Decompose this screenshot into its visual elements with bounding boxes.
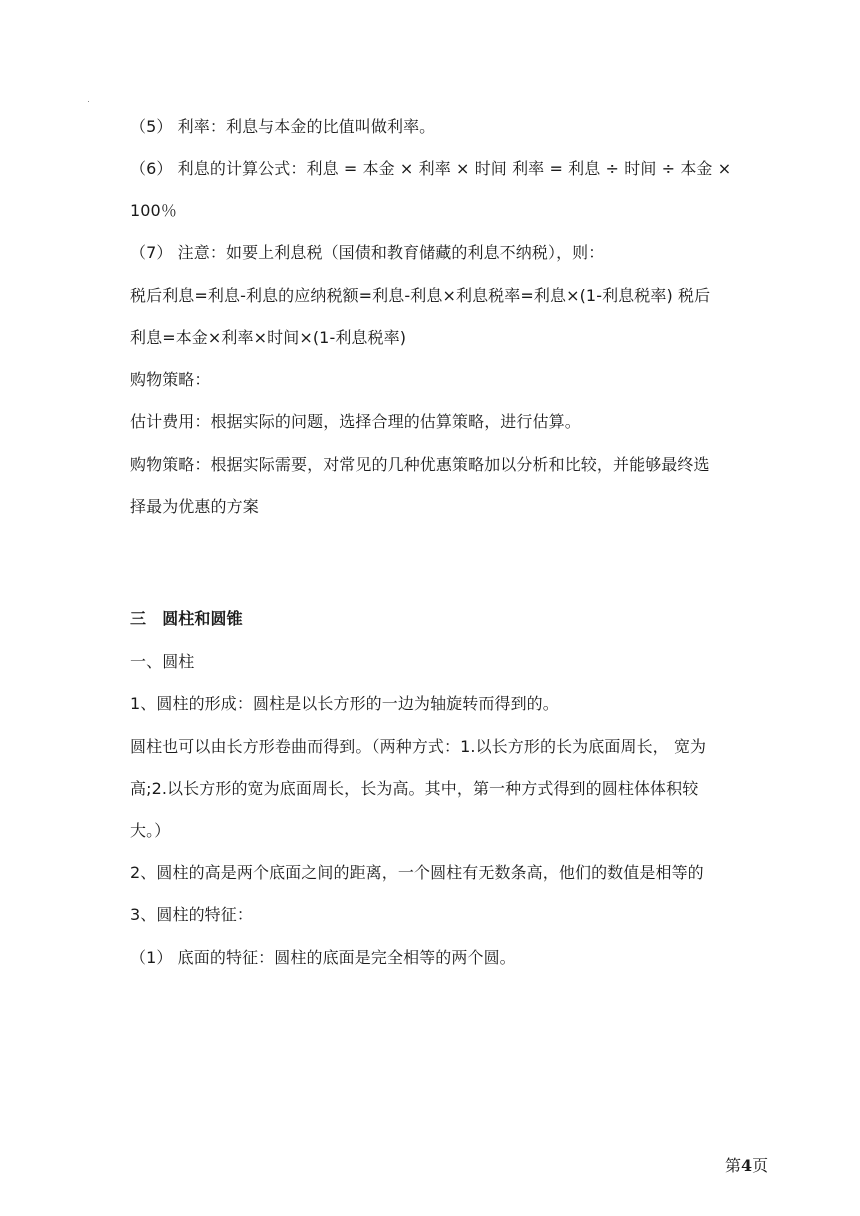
page-number-prefix: 第 <box>725 1156 742 1175</box>
page-number-suffix: 页 <box>752 1156 769 1175</box>
after-tax-interest-continued: 利息=本金×利率×时间×(1-利息税率) <box>130 328 407 347</box>
section-heading: 三 圆柱和圆锥 <box>130 609 243 628</box>
interest-rate-definition: （5） 利率：利息与本金的比值叫做利率。 <box>130 117 436 136</box>
page-mark <box>88 101 89 102</box>
page-number <box>725 1155 768 1177</box>
shopping-strategy-continued: 择最为优惠的方案 <box>130 497 259 516</box>
estimate-cost-line: 估计费用：根据实际的问题，选择合理的估算策略，进行估算。 <box>130 412 581 431</box>
shopping-strategy-heading: 购物策略： <box>130 370 211 389</box>
cylinder-rolling-continued: 高;2.以长方形的宽为底面周长，长为高。其中，第一种方式得到的圆柱体体积较 <box>130 779 699 798</box>
after-tax-interest-line: 税后利息=利息-利息的应纳税额=利息-利息×利息税率=利息×(1-利息税率) 税后 <box>130 286 711 305</box>
cylinder-rolling-end: 大。） <box>130 821 171 840</box>
interest-tax-note: （7） 注意：如要上利息税（国债和教育储藏的利息不纳税），则： <box>130 243 605 262</box>
subsection-cylinder: 一、圆柱 <box>130 652 195 671</box>
interest-formula-line: （6） 利息的计算公式：利息 = 本金 × 利率 × 时间 利率 = 利息 ÷ 时间 ÷ 本金 × <box>130 159 732 178</box>
shopping-strategy-line: 购物策略：根据实际需要，对常见的几种优惠策略加以分析和比较，并能够最终选 <box>130 455 710 474</box>
cylinder-formation: 1、圆柱的形成：圆柱是以长方形的一边为轴旋转而得到的。 <box>130 694 559 713</box>
cylinder-features-heading: 3、圆柱的特征： <box>130 905 253 924</box>
cylinder-rolling-line: 圆柱也可以由长方形卷曲而得到。（两种方式：1.以长方形的长为底面周长， 宽为 <box>130 737 707 756</box>
cylinder-height-line: 2、圆柱的高是两个底面之间的距离，一个圆柱有无数条高，他们的数值是相等的 <box>130 863 704 882</box>
cylinder-base-feature: （1） 底面的特征：圆柱的底面是完全相等的两个圆。 <box>130 948 516 967</box>
page-number-value: 4 <box>741 1156 753 1175</box>
interest-formula-continued: 100％ <box>130 201 177 220</box>
